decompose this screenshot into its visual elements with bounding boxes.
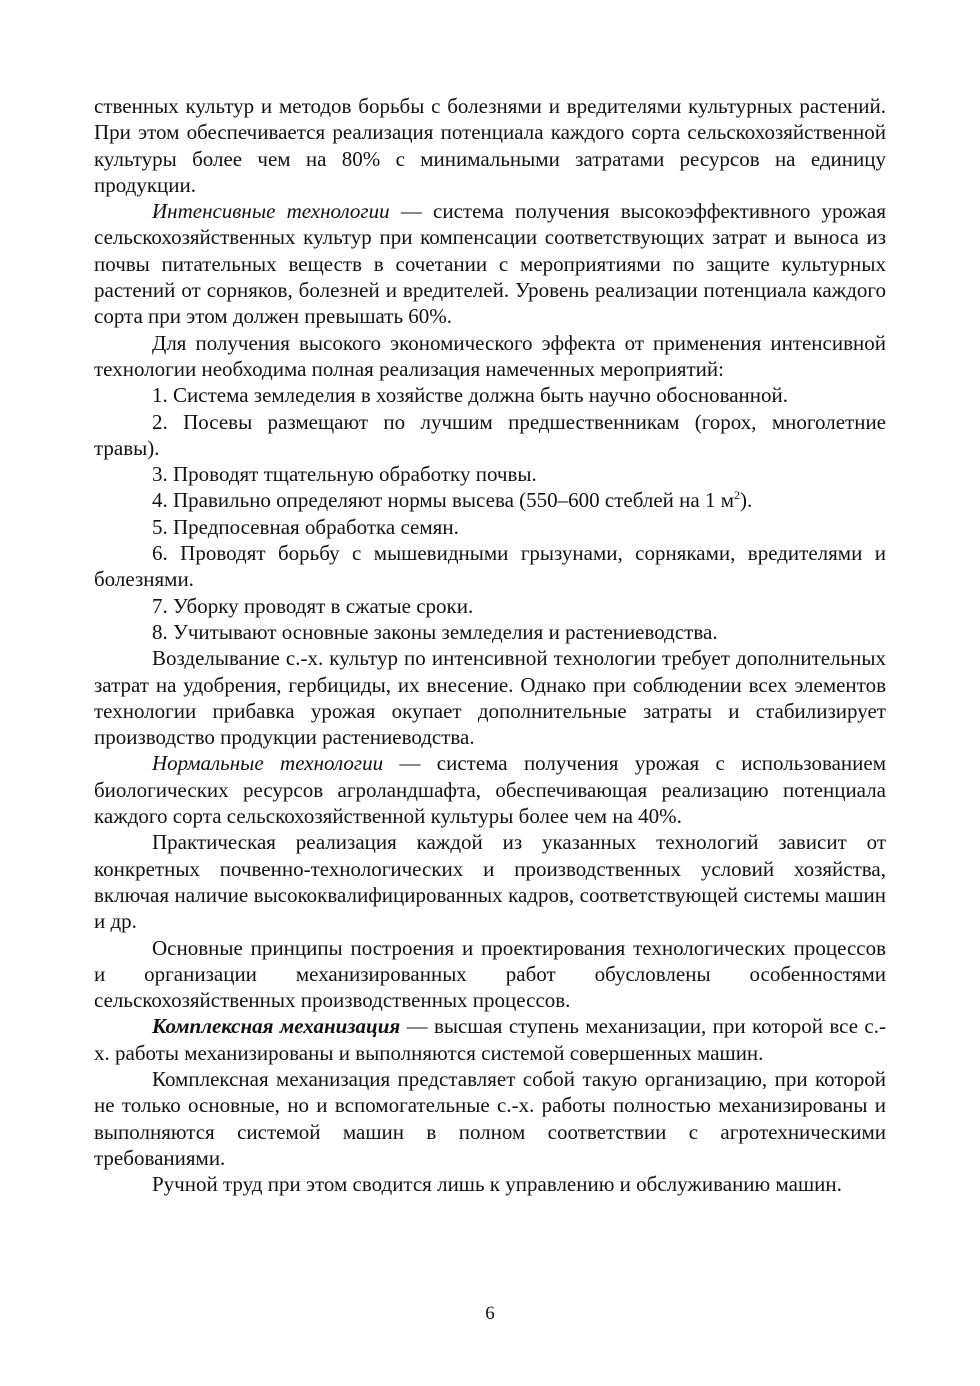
term-intensive-technologies: Интенсивные технологии [152,199,390,224]
list-item: 8. Учитывают основные законы земледелия и растениеводства. [152,619,718,644]
paragraph-manual-labor: Ручной труд при этом сводится лишь к управлению и обслуживанию машин. [152,1172,842,1197]
term-complex-mechanization: Комплексная механизация [152,1014,401,1039]
list-item: 7. Уборку проводят в сжатые сроки. [152,593,474,618]
definition-text: — система получения урожая с использованием биологических ресурсов агроландшафта, обеспечивающая реализацию потенциала каждого сорта сельскохозяйственной культуры более чем на 40%. [94,751,886,829]
term-normal-technologies: Нормальные технологии [152,751,384,776]
paragraph-continuation: ственных культур и методов борьбы с болезнями и вредителями культурных растений. При этом обеспечивается реализация потенциала каждого сорта сельскохозяйственной культуры более чем на 80% с минимальными затратами ресурсов на единицу продукции. [94,94,886,197]
list-item [94,487,886,513]
paragraph-practical-implementation: Практическая реализация каждой из указанных технологий зависит от конкретных почвенно-технологических и производственных условий хозяйства, включая наличие высококвалифицированных кадров, соответствующей системы машин и др. [94,830,886,934]
paragraph-cultivation-costs: Возделывание с.-х. культур по интенсивной технологии требует дополнительных затрат на удобрения, гербициды, их внесение. Однако при соблюдении всех элементов технологии прибавка урожая окупает дополнительные затраты и стабилизирует производство продукции растениеводства. [94,646,886,750]
list-item: 5. Предпосевная обработка семян. [152,514,459,539]
list-item-text: 4. Правильно определяют нормы высева (550–600 стеблей на 1 м [152,488,735,513]
definition-text: — высшая ступень механизации, при которой все с.-х. работы механизированы и выполняются системой совершенных машин. [94,1014,887,1065]
list-item: 2. Посевы размещают по лучшим предшественникам (горох, многолетние травы). [94,409,886,460]
page-number: 6 [485,1303,495,1324]
paragraph-mechanization-organization: Комплексная механизация представляет собой такую организацию, при которой не только основные, но и вспомогательные с.-х. работы полностью механизированы и выполняются системой машин в полном соответствии с агротехническими требованиями. [94,1066,886,1170]
paragraph-intensive-technologies [94,198,886,329]
paragraph-normal-technologies [94,750,886,829]
list-item-text-after: ). [740,488,753,513]
paragraph-economic-effect: Для получения высокого экономического эффекта от применения интенсивной технологии необходима полная реализация намеченных мероприятий: [94,330,886,381]
page-body [94,93,886,1197]
list-item: 1. Система земледелия в хозяйстве должна быть научно обоснованной. [152,383,788,408]
superscript: 2 [734,488,741,503]
paragraph-complex-mechanization [94,1013,886,1066]
definition-text: — система получения высокоэффективного урожая сельскохозяйственных культур при компенсации соответствующих затрат и выноса из почвы питательных веществ в сочетании с мероприятиями по защите культурных растений от сорняков, болезней и вредителей. Уровень реализации потенциала каждого сорта при этом должен превышать 60%. [94,199,886,329]
list-item: 6. Проводят борьбу с мышевидными грызунами, сорняками, вредителями и болезнями. [94,541,886,592]
list-item: 3. Проводят тщательную обработку почвы. [152,462,537,487]
paragraph-principles: Основные принципы построения и проектирования технологических процессов и организации механизированных работ обусловлены особенностями сельскохозяйственных производственных процессов. [94,935,886,1013]
